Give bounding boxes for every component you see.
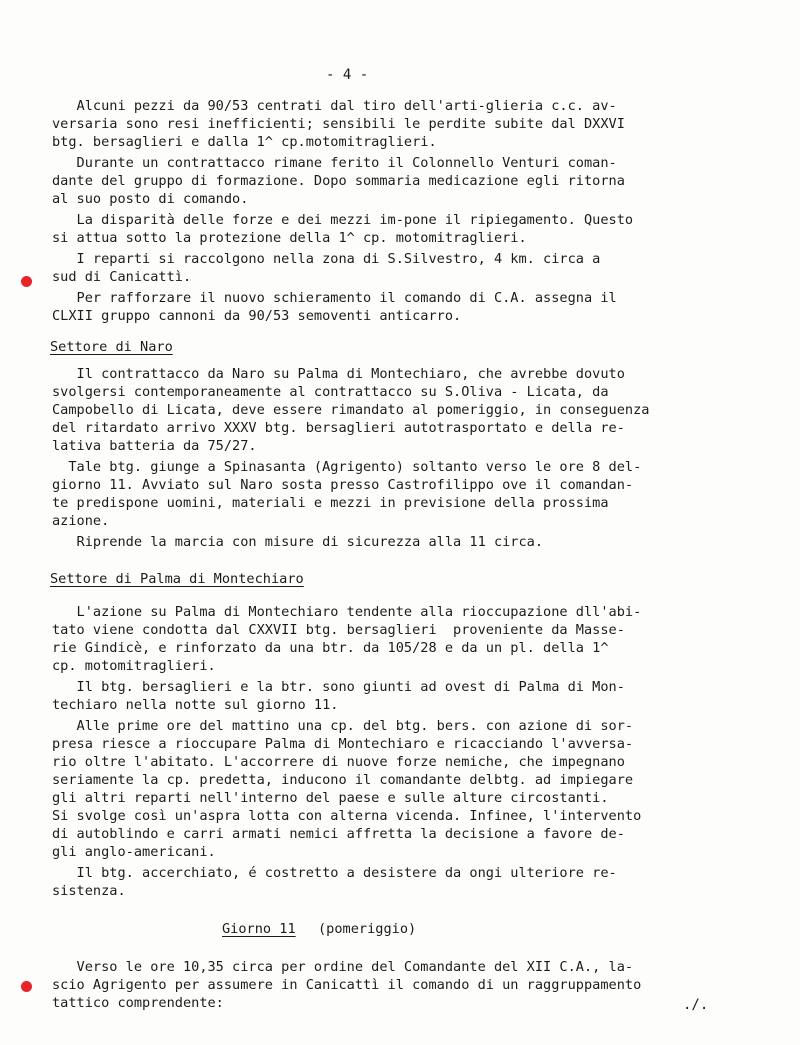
text-line: Il btg. accerchiato, é costretto a desistere da ongi ulteriore re-	[52, 865, 617, 881]
text-line: I reparti si raccolgono nella zona di S.Silvestro, 4 km. circa a	[52, 251, 601, 267]
text-line: al suo posto di comando.	[52, 191, 249, 207]
text-line: Riprende la marcia con misure di sicurezza alla 11 circa.	[52, 534, 544, 550]
text-line: azione.	[52, 513, 110, 529]
text-line: Il btg. bersaglieri e la btr. sono giunti ad ovest di Palma di Mon-	[52, 679, 625, 695]
text-line: dante del gruppo di formazione. Dopo sommaria medicazione egli ritorna	[52, 173, 625, 189]
text-line: svolgersi contemporaneamente al contrattacco su S.Oliva - Licata, da	[52, 384, 609, 400]
section-heading-giorno: Giorno 11	[222, 921, 296, 937]
text-line: Durante un contrattacco rimane ferito il Colonnello Venturi coman-	[52, 155, 617, 171]
text-line: L'azione su Palma di Montechiaro tendente alla rioccupazione dll'abi-	[52, 604, 642, 620]
text-line: Verso le ore 10,35 circa per ordine del Comandante del XII C.A., la-	[52, 959, 634, 975]
text-line: del ritardato arrivo XXXV btg. bersaglieri autotrasportato e della re-	[52, 420, 625, 436]
text-line: si attua sotto la protezione della 1^ cp. motomitraglieri.	[52, 230, 527, 246]
margin-marker-dot	[21, 276, 32, 287]
text-line: Alcuni pezzi da 90/53 centrati dal tiro dell'arti-glieria c.c. av-	[52, 98, 617, 114]
text-line: sud di Canicattì.	[52, 269, 192, 285]
text-line: CLXII gruppo cannoni da 90/53 semoventi anticarro.	[52, 308, 462, 324]
text-line: Il contrattacco da Naro su Palma di Montechiaro, che avrebbe dovuto	[52, 366, 625, 382]
text-line: Per rafforzare il nuovo schieramento il comando di C.A. assegna il	[52, 290, 617, 306]
margin-marker-dot	[21, 981, 32, 992]
text-line: tattico comprendente:	[52, 995, 224, 1011]
text-line: Alle prime ore del mattino una cp. del btg. bers. con azione di sor-	[52, 718, 634, 734]
text-line: te predispone uomini, materiali e mezzi in previsione della prossima	[52, 495, 609, 511]
text-line: scio Agrigento per assumere in Canicattì il comando di un raggruppamento	[52, 977, 642, 993]
page-number: - 4 -	[326, 67, 369, 83]
text-line: lativa batteria da 75/27.	[52, 438, 257, 454]
text-line: Tale btg. giunge a Spinasanta (Agrigento) soltanto verso le ore 8 del-	[52, 459, 642, 475]
section-heading-naro: Settore di Naro	[50, 339, 173, 355]
text-line: presa riesce a rioccupare Palma di Montechiaro e ricacciando l'avversa-	[52, 736, 634, 752]
section-heading-giorno-suffix: (pomeriggio)	[318, 921, 417, 937]
text-line: rie Gindicè, e rinforzato da una btr. da 105/28 e da un pl. della 1^	[52, 640, 609, 656]
text-line: sistenza.	[52, 883, 126, 899]
text-line: tato viene condotta dal CXXVII btg. bersaglieri proveniente da Masse-	[52, 622, 625, 638]
text-line: di autoblindo e carri armati nemici affretta la decisione a favore de-	[52, 826, 625, 842]
text-line: Si svolge così un'aspra lotta con alterna vicenda. Infinee, l'intervento	[52, 808, 642, 824]
text-line: giorno 11. Avviato sul Naro sosta presso Castrofilippo ove il comandan-	[52, 477, 634, 493]
text-line: gli altri reparti nell'interno del paese e sulle alture circostanti.	[52, 790, 609, 806]
text-line: seriamente la cp. predetta, inducono il comandante delbtg. ad impiegare	[52, 772, 634, 788]
section-heading-palma: Settore di Palma di Montechiaro	[50, 571, 304, 587]
text-line: gli anglo-americani.	[52, 844, 216, 860]
text-line: Campobello di Licata, deve essere rimandato al pomeriggio, in conseguenza	[52, 402, 650, 418]
continuation-mark: ./.	[683, 997, 709, 1013]
text-line: La disparità delle forze e dei mezzi im-pone il ripiegamento. Questo	[52, 212, 634, 228]
text-line: cp. motomitraglieri.	[52, 658, 216, 674]
text-line: techiaro nella notte sul giorno 11.	[52, 697, 339, 713]
text-line: btg. bersaglieri e dalla 1^ cp.motomitraglieri.	[52, 134, 437, 150]
text-line: rio oltre l'abitato. L'accorrere di nuove forze nemiche, che impegnano	[52, 754, 625, 770]
text-line: versaria sono resi inefficienti; sensibili le perdite subite dal DXXVI	[52, 116, 625, 132]
